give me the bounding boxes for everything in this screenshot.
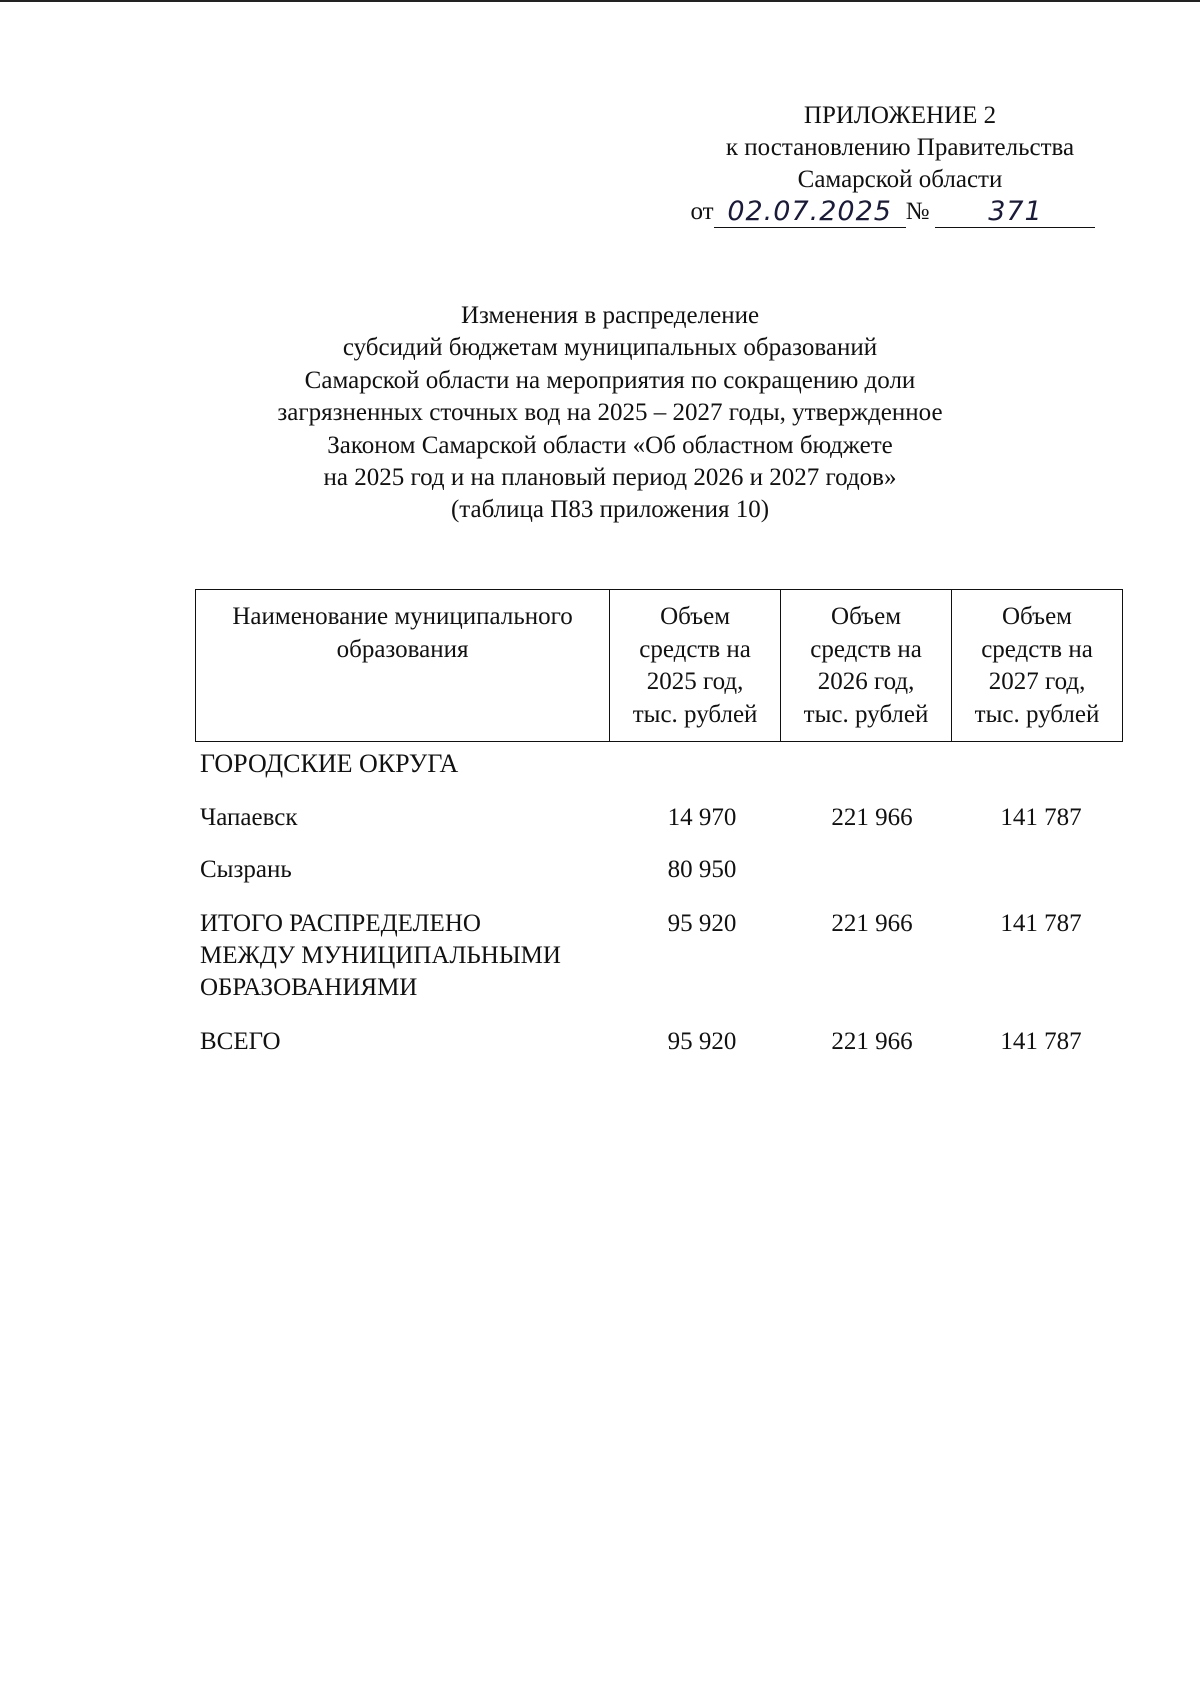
title-line: (таблица П83 приложения 10): [450, 496, 770, 524]
header-2025: Объем средств на 2025 год, тыс. рублей: [610, 590, 781, 742]
table-header-row: [196, 590, 1123, 742]
section-heading: [200, 748, 1100, 802]
cell-2025: 14 970: [667, 804, 737, 831]
title-line: Законом Самарской области «Об областном бюджете: [327, 431, 893, 459]
appendix-resolution-label: к постановлению Правительства: [725, 134, 1075, 161]
table-row: [200, 802, 1100, 854]
cell-2027: 141 787: [1000, 910, 1082, 937]
number-prefix: №: [905, 198, 930, 225]
subsidy-table-header: [195, 589, 1123, 742]
appendix-header: [680, 100, 1120, 228]
row-name: ИТОГО РАСПРЕДЕЛЕНО МЕЖДУ МУНИЦИПАЛЬНЫМИ ОБРАЗОВАНИЯМИ: [200, 910, 561, 1001]
page-top-border: [0, 0, 1200, 2]
document-title: [230, 300, 990, 527]
table-row: [200, 908, 1100, 1026]
cell-2025: 80 950: [667, 856, 737, 883]
table-row: [200, 1026, 1100, 1066]
row-name: Чапаевск: [200, 804, 298, 831]
appendix-number: ПРИЛОЖЕНИЕ 2: [803, 102, 997, 129]
header-2027: Объем средств на 2027 год, тыс. рублей: [952, 590, 1123, 742]
cell-2026: 221 966: [831, 1028, 913, 1055]
cell-2025: 95 920: [667, 1028, 737, 1055]
title-line: на 2025 год и на плановый период 2026 и 2027 годов»: [323, 464, 897, 492]
header-municipality: Наименование муниципального образования: [196, 590, 610, 742]
handwritten-number: 371: [935, 197, 1095, 228]
cell-2027: 141 787: [1000, 804, 1082, 831]
date-prefix: от: [690, 198, 714, 225]
title-line: субсидий бюджетам муниципальных образований: [342, 334, 878, 362]
row-name: Сызрань: [200, 856, 292, 883]
row-name: ВСЕГО: [200, 1028, 281, 1055]
cell-2026: 221 966: [831, 804, 913, 831]
table-row: [200, 854, 1100, 908]
table-body: [200, 748, 1100, 1066]
cell-2025: 95 920: [667, 910, 737, 937]
appendix-date-line: [666, 196, 1120, 228]
section-heading-label: ГОРОДСКИЕ ОКРУГА: [200, 749, 459, 778]
appendix-region: Самарской области: [797, 166, 1003, 193]
handwritten-date: 02.07.2025: [714, 197, 906, 228]
cell-2026: 221 966: [831, 910, 913, 937]
title-line: Изменения в распределение: [460, 302, 760, 329]
header-2026: Объем средств на 2026 год, тыс. рублей: [781, 590, 952, 742]
cell-2027: 141 787: [1000, 1028, 1082, 1055]
title-line: загрязненных сточных вод на 2025 – 2027 годы, утвержденное: [277, 399, 943, 427]
title-line: Самарской области на мероприятия по сокращению доли: [304, 366, 916, 394]
